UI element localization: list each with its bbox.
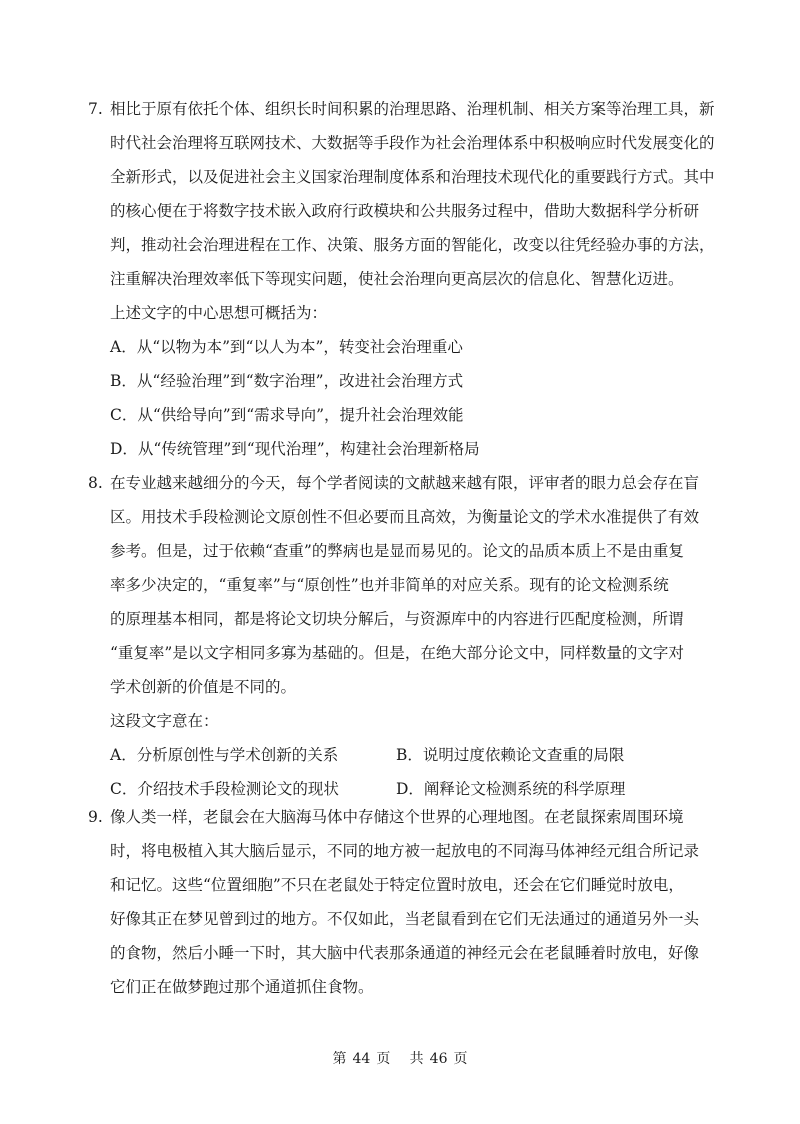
question-7-line-5: 判，推动社会治理进程在工作、决策、服务方面的智能化，改变以往凭经验办事的方法， bbox=[110, 236, 715, 254]
footer-page-label: 页 bbox=[376, 1051, 391, 1067]
question-7-line-1: 7. 相比于原有依托个体、组织长时间积累的治理思路、治理机制、相关方案等治理工具，新 bbox=[88, 92, 718, 126]
question-7-option-b: B．从“经验治理”到“数字治理”，改进社会治理方式 bbox=[110, 372, 464, 390]
question-9 bbox=[88, 800, 718, 1004]
question-9-line-4: 好像其正在梦见曾到过的地方。不仅如此，当老鼠看到在它们无法通过的通道另外一头 bbox=[110, 910, 700, 928]
question-8-options-row-1 bbox=[110, 738, 718, 772]
question-8-option-b: B．说明过度依赖论文查重的局限 bbox=[396, 746, 625, 764]
question-8-option-d: D．阐释论文检测系统的科学原理 bbox=[396, 780, 626, 798]
question-8-prompt: 这段文字意在： bbox=[110, 712, 219, 730]
question-7-option-c: C．从“供给导向”到“需求导向”，提升社会治理效能 bbox=[110, 406, 464, 424]
question-8-option-c: C．介绍技术手段检测论文的现状 bbox=[110, 780, 339, 798]
footer-total-prefix: 共 bbox=[409, 1051, 424, 1067]
question-8-option-a: A．分析原创性与学术创新的关系 bbox=[110, 746, 339, 764]
question-7-line-3: 全新形式，以及促进社会主义国家治理制度体系和治理技术现代化的重要践行方式。其中 bbox=[110, 168, 715, 186]
footer-total-suffix: 页 bbox=[453, 1051, 468, 1067]
question-8-number: 8. bbox=[88, 474, 103, 492]
question-8-line-4: 率多少决定的，“重复率”与“原创性”也并非简单的对应关系。现有的论文检测系统 bbox=[110, 576, 669, 594]
question-7-number: 7. bbox=[88, 100, 103, 118]
question-9-line-3: 和记忆。这些“位置细胞”不只在老鼠处于特定位置时放电，还会在它们睡觉时放电， bbox=[110, 876, 684, 894]
question-7 bbox=[88, 92, 718, 466]
question-7-line-2: 时代社会治理将互联网技术、大数据等手段作为社会治理体系中积极响应时代发展变化的 bbox=[110, 134, 715, 152]
question-9-line-5: 的食物，然后小睡一下时，其大脑中代表那条通道的神经元会在老鼠睡着时放电，好像 bbox=[110, 944, 700, 962]
question-7-line-4: 的核心便在于将数字技术嵌入政府行政模块和公共服务过程中，借助大数据科学分析研 bbox=[110, 202, 700, 220]
question-8-line-5: 的原理基本相同，都是将论文切块分解后，与资源库中的内容进行匹配度检测，所谓 bbox=[110, 610, 684, 628]
question-8-line-6: “重复率”是以文字相同多寡为基础的。但是，在绝大部分论文中，同样数量的文字对 bbox=[110, 644, 684, 662]
footer-page-number: 44 bbox=[352, 1051, 371, 1067]
question-9-line-1: 9. 像人类一样，老鼠会在大脑海马体中存储这个世界的心理地图。在老鼠探索周围环境 bbox=[88, 800, 718, 834]
question-9-line-2: 时，将电极植入其大脑后显示，不同的地方被一起放电的不同海马体神经元组合所记录 bbox=[110, 842, 700, 860]
question-8-line-1: 8. 在专业越来越细分的今天，每个学者阅读的文献越来越有限，评审者的眼力总会存在盲 bbox=[88, 466, 718, 500]
question-9-line-6: 它们正在做梦跑过那个通道抓住食物。 bbox=[110, 978, 374, 996]
question-7-prompt: 上述文字的中心思想可概括为： bbox=[110, 304, 328, 322]
question-7-line-6: 注重解决治理效率低下等现实问题，使社会治理向更高层次的信息化、智慧化迈进。 bbox=[110, 270, 684, 288]
question-8 bbox=[88, 466, 718, 806]
question-8-line-2: 区。用技术手段检测论文原创性不但必要而且高效，为衡量论文的学术水准提供了有效 bbox=[110, 508, 700, 526]
question-8-line-3: 参考。但是，过于依赖“查重”的弊病也是显而易见的。论文的品质本质上不是由重复 bbox=[110, 542, 684, 560]
question-7-option-a: A．从“以物为本”到“以人为本”，转变社会治理重心 bbox=[110, 338, 463, 356]
page-footer bbox=[0, 1048, 800, 1068]
question-7-option-d: D．从“传统管理”到“现代治理”，构建社会治理新格局 bbox=[110, 440, 480, 458]
question-8-line-7: 学术创新的价值是不同的。 bbox=[110, 678, 297, 696]
question-9-number: 9. bbox=[88, 808, 103, 826]
footer-page-prefix: 第 bbox=[332, 1051, 347, 1067]
footer-total-pages: 46 bbox=[429, 1051, 448, 1067]
